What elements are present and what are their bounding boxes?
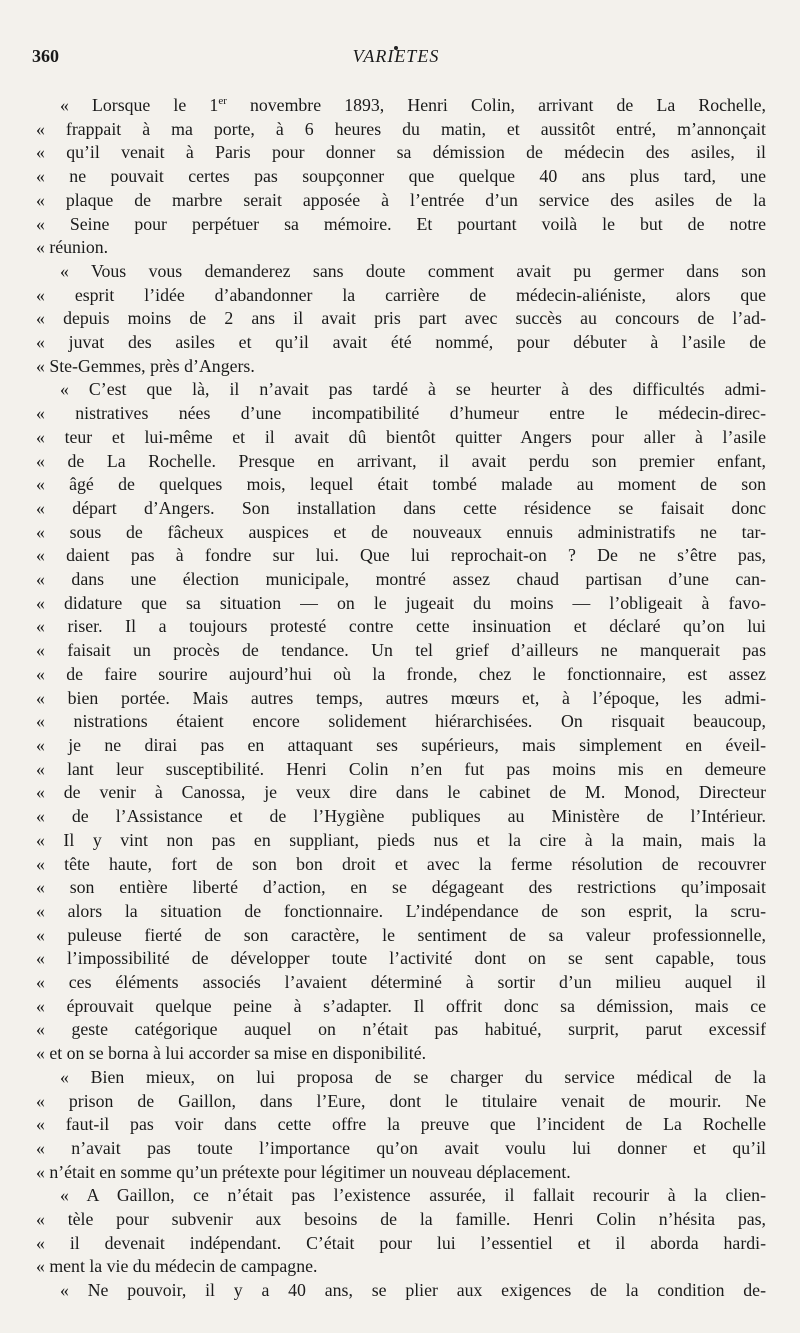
text-line: « je ne dirai pas en attaquant ses supérieurs, mais simplement en éveil- [36, 734, 766, 755]
text-line: « dans une élection municipale, montré assez chaud partisan d’une can- [36, 569, 766, 590]
text-line: « Vous vous demanderez sans doute comment avait pu germer dans son [60, 260, 766, 281]
text-line: « réunion. [36, 237, 109, 258]
text-line: « de La Rochelle. Presque en arrivant, il avait perdu son premier enfant, [36, 450, 766, 471]
page-number: 360 [32, 46, 59, 66]
text-line: « plaque de marbre serait apposée à l’entrée d’un service des asiles de la [36, 189, 766, 210]
text-line: « Ne pouvoir, il y a 40 ans, se plier aux exigences de la condition de- [60, 1280, 766, 1301]
running-title: VARIETES [352, 46, 440, 66]
text-line: « ment la vie du médecin de campagne. [36, 1256, 318, 1277]
text-line: « n’était en somme qu’un prétexte pour légitimer un nouveau déplacement. [36, 1161, 571, 1182]
text-line: « lant leur susceptibilité. Henri Colin n’en fut pas moins mis en demeure [36, 758, 766, 779]
text-line: « didature que sa situation — on le jugeait du moins — l’obligeait à favo- [36, 592, 766, 613]
ordinal-superscript: er [218, 95, 227, 108]
text-line: « l’impossibilité de développer toute l’activité dont on se sent capable, tous [36, 948, 766, 969]
text-line: « départ d’Angers. Son installation dans cette résidence se faisait donc [36, 497, 766, 518]
text-line: « puleuse fierté de son caractère, le sentiment de sa valeur professionnelle, [36, 924, 766, 945]
text-line: « tête haute, fort de son bon droit et avec la ferme résolution de recouvrer [36, 853, 766, 874]
text-line: « faisait un procès de tendance. Un tel grief d’ailleurs ne manquerait pas [36, 640, 766, 661]
text-line: « nistratives nées d’une incompatibilité d’humeur entre le médecin-direc- [36, 403, 766, 424]
text-line: « esprit l’idée d’abandonner la carrière de médecin-aliéniste, alors que [36, 284, 766, 305]
text-line: « teur et lui-même et il avait dû bientôt quitter Angers pour aller à l’asile [36, 426, 766, 447]
text-line: « de venir à Canossa, je veux dire dans le cabinet de M. Monod, Directeur [36, 782, 766, 803]
text-line: « il devenait indépendant. C’était pour lui l’essentiel et il aborda hardi- [36, 1232, 766, 1253]
text-line: « de l’Assistance et de l’Hygiène publiques au Ministère de l’Intérieur. [36, 806, 766, 827]
text-line: « ces éléments associés l’avaient déterminé à sortir d’un milieu auquel il [36, 972, 766, 993]
page-header [32, 46, 760, 76]
text-line: « bien portée. Mais autres temps, autres mœurs et, à l’époque, les admi- [36, 687, 766, 708]
text-line: « sous de fâcheux auspices et de nouveaux ennuis administratifs ne tar- [36, 521, 766, 542]
text-line: « qu’il venait à Paris pour donner sa démission de médecin des asiles, il [36, 142, 766, 163]
text-line: « riser. Il a toujours protesté contre cette insinuation et déclaré qu’on lui [36, 616, 766, 637]
text-line: « n’avait pas toute l’importance qu’on avait voulu lui donner et qu’il [36, 1137, 766, 1158]
text-line: « tèle pour subvenir aux besoins de la famille. Henri Colin n’hésita pas, [36, 1209, 766, 1230]
text-line: « A Gaillon, ce n’était pas l’existence assurée, il fallait recourir à la clien- [60, 1185, 766, 1206]
body-text [36, 94, 766, 1303]
text-line: « âgé de quelques mois, lequel était tombé malade au moment de son [36, 474, 766, 495]
text-line: « geste catégorique auquel on n’était pas habitué, surprit, parut excessif [36, 1019, 766, 1040]
text-line: « C’est que là, il n’avait pas tardé à se heurter à des difficultés admi- [60, 379, 766, 400]
text-line: « nistrations étaient encore solidement hiérarchisées. On risquait beaucoup, [36, 711, 766, 732]
text-line: « juvat des asiles et qu’il avait été nommé, pour débuter à l’asile de [36, 332, 766, 353]
text-line: « alors la situation de fonctionnaire. L’indépendance de son esprit, la scru- [36, 900, 766, 921]
text-line: « Il y vint non pas en suppliant, pieds nus et la cire à la main, mais la [36, 829, 766, 850]
text-line: « éprouvait quelque peine à s’adapter. Il offrit donc sa démission, mais ce [36, 995, 766, 1016]
text-line: « depuis moins de 2 ans il avait pris part avec succès au concours de l’ad- [36, 308, 766, 329]
text-line: « Lorsque le 1er novembre 1893, Henri Colin, arrivant de La Rochelle, [60, 95, 766, 115]
text-line: « Ste-Gemmes, près d’Angers. [36, 355, 255, 376]
text-line: « de faire sourire aujourd’hui où la fronde, chez le fonctionnaire, est assez [36, 663, 766, 684]
text-line: « prison de Gaillon, dans l’Eure, dont le titulaire venait de mourir. Ne [36, 1090, 766, 1111]
text-line: « daient pas à fondre sur lui. Que lui reprochait-on ? De ne s’être pas, [36, 545, 766, 566]
text-line: « son entière liberté d’action, en se dégageant des restrictions qu’imposait [36, 877, 766, 898]
text-line: « Seine pour perpétuer sa mémoire. Et pourtant voilà le but de notre [36, 213, 766, 234]
text-line: « faut-il pas voir dans cette offre la preuve que l’incident de La Rochelle [36, 1114, 766, 1135]
text-line: « Bien mieux, on lui proposa de se charger du service médical de la [60, 1066, 766, 1087]
text-line: « ne pouvait certes pas soupçonner que quelque 40 ans plus tard, une [36, 166, 766, 187]
text-line: « et on se borna à lui accorder sa mise en disponibilité. [36, 1043, 427, 1064]
text-line: « frappait à ma porte, à 6 heures du matin, et aussitôt entré, m’annonçait [36, 118, 766, 139]
